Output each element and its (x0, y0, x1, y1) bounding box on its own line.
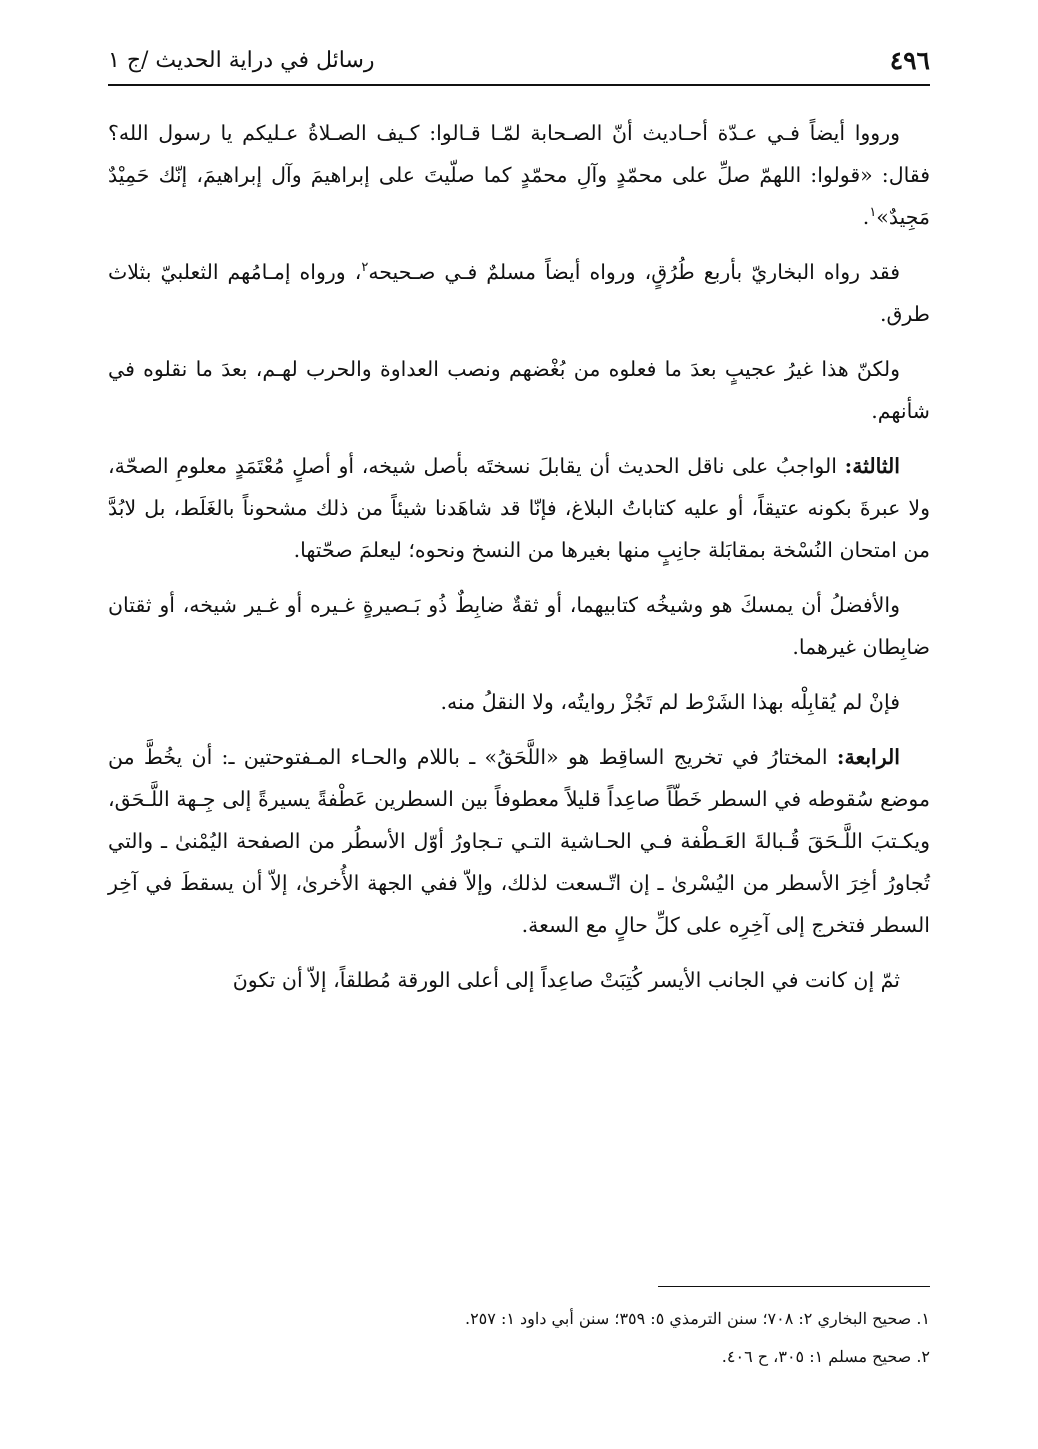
paragraph-fourth-point: الرابعة: المختارُ في تخريج الساقِط هو «اللَّحَقُ» ـ باللام والحـاء المـفتوحتين ـ: أن يخُطَّ من موضع سُقوطه في السطر خَطّاً صاعِداً قليلاً معطوفاً بين السطرين عَطْفةً يسيرةً إلى جِـهة اللَّـحَق، ويكـتبَ اللَّـحَقَ قُـبالةَ العَـطْفة فـي الحـاشية التـي تـجاورُ أوّل الأسطُر من الصفحة اليُمْنىٰ ـ والتي تُجاورُ أخِرَ الأسطر من اليُسْرىٰ ـ إن اتّـسعت لذلك، وإلاّ ففي الجهة الأُخرىٰ، إلاّ أن يسقطَ في آخِر السطر فتخرج إلى آخِرِه على كلِّ حالٍ مع السعة. (108, 745, 930, 937)
paragraph-2: فقد رواه البخاريّ بأربع طُرُقٍ، ورواه أيضاً مسلمٌ فـي صـحيحه$^٢$، ورواه إمـامُهم الثعلبيّ بثلاث طرق. (108, 260, 930, 326)
paragraph-third-point: الثالثة: الواجبُ على ناقل الحديث أن يقابلَ نسختَه بأصل شيخه، أو أصلٍ مُعْتَمَدٍ معلومِ الصحّة، ولا عبرةَ بكونه عتيقاً، أو عليه كتاباتُ البلاغ، فإنّا قد شاهَدنا شيئاً من ذلك مشحوناً بالغَلَط، بل لابُدَّ من امتحان النُسْخة بمقابَلة جانِبٍ منها بغيرها من النسخ ونحوه؛ ليعلمَ صحّتها. (108, 454, 930, 562)
section-lead-third: الثالثة: (844, 454, 900, 478)
footnote-1: ١. صحيح البخاري ٢: ٧٠٨؛ سنن الترمذي ٥: ٣٥٩؛ سنن أبي داود ١: ٢٥٧. (464, 1309, 930, 1328)
header-rule (108, 84, 930, 86)
paragraph-6: فإنْ لم يُقابِلْه بهذا الشَرْط لم تَجُزْ روايتُه، ولا النقلُ منه. (440, 690, 900, 714)
running-title: رسائل في دراية الحديث /ج ١ (108, 47, 375, 73)
footnote-ref-2: ٢ (361, 260, 369, 276)
footnote-ref-1: ١ (869, 205, 877, 221)
page-number: ٤٩٦ (889, 45, 930, 75)
paragraph-1: ورووا أيضاً فـي عـدّة أحـاديث أنّ الصـحابة لمّـا قـالوا: كـيف الصـلاةُ عـليكم يا رسول الله؟ فقال: «قولوا: اللهمّ صلِّ على محمّدٍ وآلِ محمّدٍ كما صلّيتَ على إبراهيمَ وآل إبراهيمَ، إنّك حَمِيْدٌ مَجِيدٌ»$^١$. (108, 121, 930, 229)
footnote-2: ٢. صحيح مسلم ١: ٣٠٥، ح ٤٠٦. (721, 1347, 930, 1366)
paragraph-3: ولكنّ هذا غيرُ عجيبٍ بعدَ ما فعلوه من بُغْضهم ونصب العداوة والحرب لهـم، بعدَ ما نقلوه في شأنهم. (108, 357, 930, 423)
paragraph-5: والأفضلُ أن يمسكَ هو وشيخُه كتابيهما، أو ثقةٌ ضابِطٌ ذُو بَـصيرةٍ غـيره أو غـير شيخه، أو ثقتان ضابِطان غيرهما. (108, 593, 930, 659)
footnote-rule (658, 1286, 930, 1287)
page-header (108, 40, 930, 80)
footnotes (108, 1300, 930, 1376)
body-text (108, 112, 930, 1014)
paragraph-8: ثمّ إن كانت في الجانب الأيسر كُتِبَتْ صاعِداً إلى أعلى الورقة مُطلقاً، إلاّ أن تكونَ (232, 968, 900, 992)
section-lead-fourth: الرابعة: (836, 745, 900, 769)
